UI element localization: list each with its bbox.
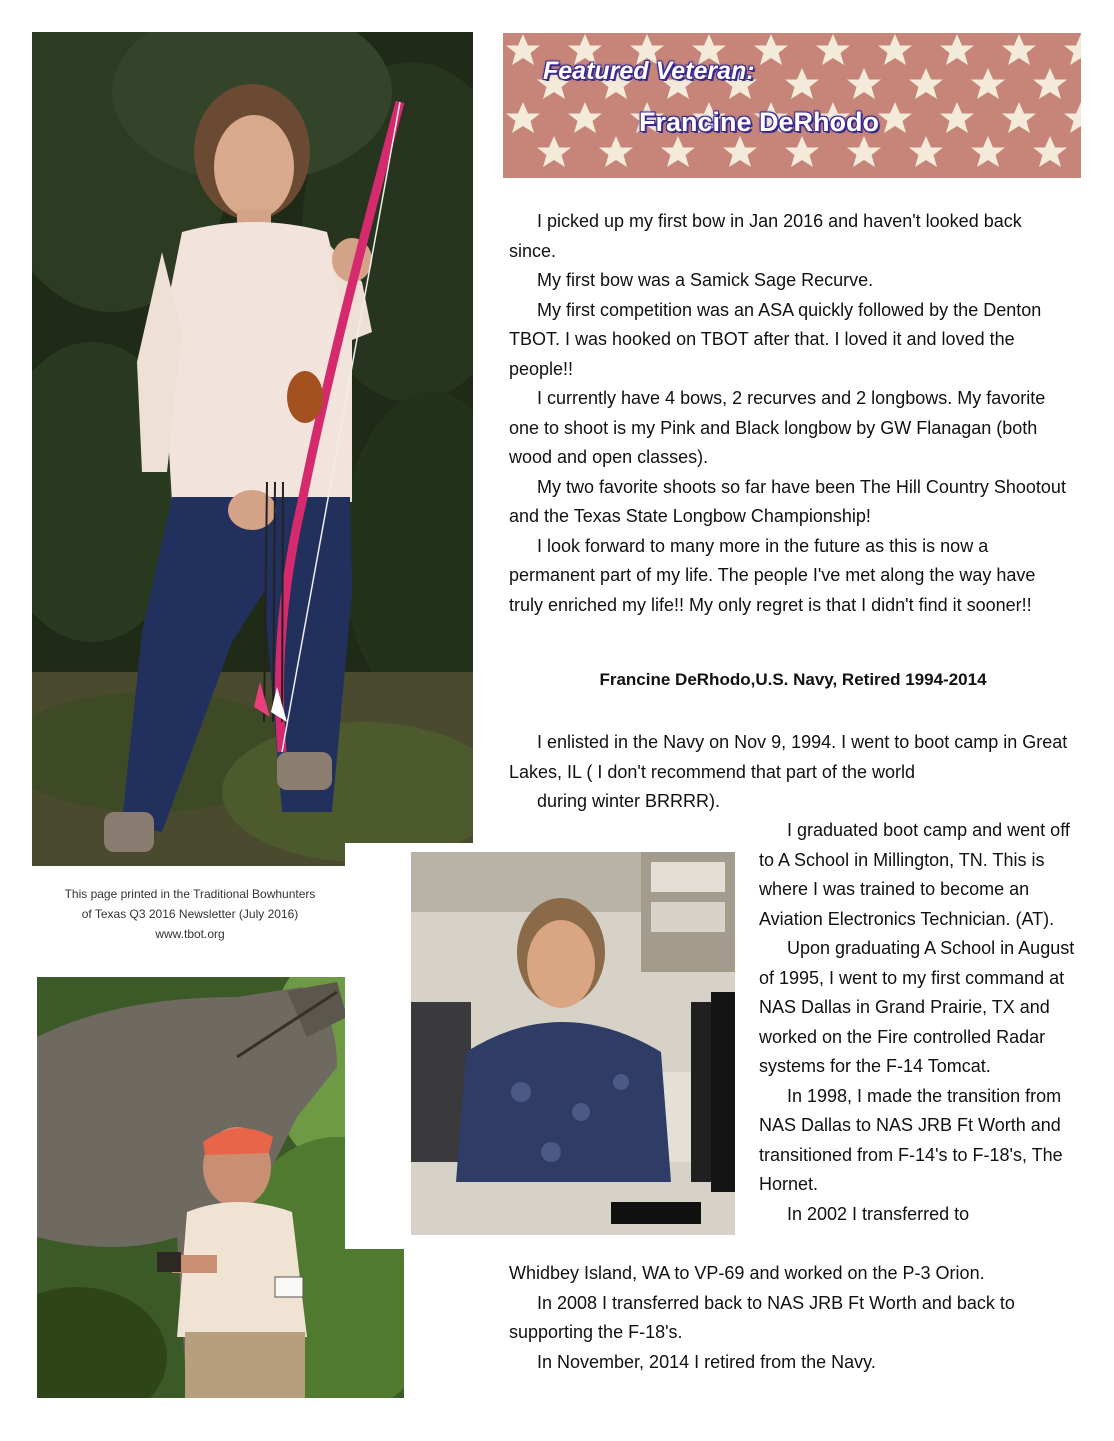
service-paragraph: In 2002 I transferred to — [787, 1203, 970, 1224]
service-paragraph: Whidbey Island, WA to VP-69 and worked on the P-3 Orion. — [509, 1263, 985, 1283]
archer-photo — [32, 32, 473, 866]
service-bottom — [509, 1259, 1079, 1377]
service-narrow-column — [759, 816, 1075, 1229]
banner-name: Francine DeRhodo — [639, 107, 880, 137]
intro-paragraph: I look forward to many more in the future as this is now a permanent part of my life. The people I've met along the way have truly enriched my life!! My only regret is that I didn't find it sooner!! — [509, 535, 1036, 615]
intro-paragraph: I picked up my first bow in Jan 2016 and haven't looked back since. — [509, 211, 1022, 261]
service-paragraph: In 1998, I made the transition from NAS Dallas to NAS JRB Ft Worth and transitioned from F-14's to F-18's, The Hornet. — [759, 1085, 1063, 1194]
intro-paragraph: My two favorite shoots so far have been The Hill Country Shootout and the Texas State Longbow Championship! — [509, 476, 1066, 526]
intro-paragraph: My first bow was a Samick Sage Recurve. — [537, 270, 874, 290]
stars-pattern-icon — [503, 33, 1081, 178]
newsletter-caption — [35, 884, 345, 944]
navy-office-photo — [411, 852, 735, 1235]
service-intro — [509, 728, 1069, 817]
banner-title: Featured Veteran: — [543, 57, 755, 85]
caption-line: of Texas Q3 2016 Newsletter (July 2016) — [81, 907, 299, 921]
intro-paragraph: I currently have 4 bows, 2 recurves and 2 longbows. My favorite one to shoot is my Pink and Black longbow by GW Flanagan (both wood and open classes). — [509, 388, 1046, 467]
service-paragraph: In 2008 I transferred back to NAS JRB Ft Worth and back to supporting the F-18's. — [509, 1292, 1015, 1342]
service-paragraph-cont: during winter BRRRR). — [537, 791, 721, 811]
service-paragraph: I enlisted in the Navy on Nov 9, 1994. I went to boot camp in Great Lakes, IL ( I don't recommend that part of the world — [509, 732, 1068, 782]
intro-paragraph: My first competition was an ASA quickly followed by the Denton TBOT. I was hooked on TBOT after that. I loved it and loved the people!! — [509, 299, 1042, 379]
service-heading: Francine DeRhodo,U.S. Navy, Retired 1994-2014 — [599, 670, 987, 689]
intro-text — [509, 207, 1069, 620]
service-paragraph: Upon graduating A School in August of 1995, I went to my first command at NAS Dallas in Grand Prairie, TX and worked on the Fire controlled Radar systems for the F-14 Tomcat. — [759, 938, 1075, 1076]
caption-url: www.tbot.org — [155, 927, 225, 941]
caption-line: This page printed in the Traditional Bowhunters — [64, 887, 316, 901]
service-paragraph: In November, 2014 I retired from the Navy. — [537, 1351, 876, 1372]
featured-veteran-banner — [503, 33, 1081, 178]
service-paragraph: I graduated boot camp and went off to A School in Millington, TN. This is where I was trained to become an Aviation Electronics Technician. (AT). — [759, 820, 1070, 929]
